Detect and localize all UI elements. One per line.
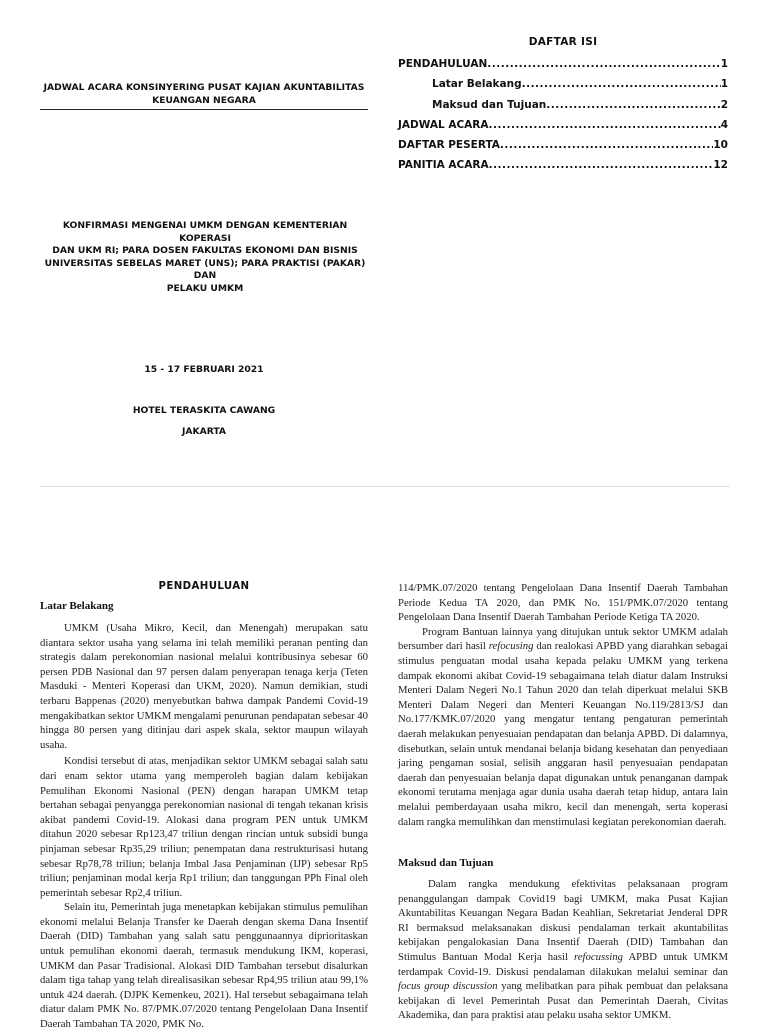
paragraph: Kondisi tersebut di atas, menjadikan sektor UMKM sebagai salah satu dari enam sektor utama yang memperoleh bagian dalam kebijakan Pemulihan Ekonomi Nasional (PEN) dengan harapan UMKM tetap bertahan sebagai penyangga perekonomian nasional di tengah tekanan krisis akibat pandemi Covid-19. Alokasi dana program PEN untuk UMKM ditahun 2020 sebesar Rp123,47 triliun dengan rincian untuk subsidi bunga pinjaman sebesar Rp35,29 triliun; penempatan dana restrukturisasi hutang sebesar Rp78,78 triliun; belanja Imbal Jasa Penjaminan (IJP) sebesar Rp5 triliun; penjaminan modal kerja Rp1 triliun; dan tanggungan PPh Final oleh pemerintah sebesar Rp2,4 triliun. — [40, 755, 368, 899]
toc-entry-pendahuluan[interactable] — [398, 58, 728, 78]
toc-entry-label: Latar Belakang — [432, 78, 522, 91]
paragraph: 114/PMK.07/2020 tentang Pengelolaan Dana Insentif Daerah Tambahan Periode Kedua TA 2020, dan PMK No. 151/PMK.07/2020 tentang Pengelolaan Dana Insentif Daerah Tambahan Periode Ketiga TA 2020. — [398, 582, 728, 624]
subheading-maksud-dan-tujuan: Maksud dan Tujuan — [398, 857, 494, 869]
toc-entry-maksud-dan-tujuan[interactable] — [398, 99, 728, 119]
right-column-bottom — [398, 877, 728, 1023]
toc-entry-label: DAFTAR PESERTA — [398, 139, 500, 152]
cover-title — [40, 81, 368, 107]
toc-entry-panitia-acara[interactable] — [398, 159, 728, 179]
cover-title-line: KEUANGAN NEGARA — [152, 95, 256, 106]
toc-leader-dots — [489, 119, 721, 131]
toc-entry-page: 10 — [713, 139, 728, 152]
toc-entry-page: 4 — [720, 118, 728, 131]
toc-entry-page: 2 — [720, 98, 728, 111]
toc-entry-label: Maksud dan Tujuan — [432, 98, 547, 111]
text-run: APBD untuk UMKM terdampak Covid-19. Diskusi pendalaman dilakukan melalui seminar dan — [398, 950, 728, 978]
event-venue: HOTEL TERASKITA CAWANG — [132, 405, 276, 416]
text-run-italic: refocusing — [488, 640, 534, 653]
subheading-latar-belakang: Latar Belakang — [40, 600, 114, 612]
text-run: yang melibatkan para pihak pembuat dan pelaksana kebijakan di level Pemerintah Pusat dan Pemerintah Daerah, Civitas Akademika, dan para praktisi atau pelaku usaha sektor UMKM. — [398, 980, 729, 1022]
cover-title-line: JADWAL ACARA KONSINYERING PUSAT KAJIAN AKUNTABILITAS — [43, 82, 365, 93]
text-run-italic: refocussing — [574, 950, 623, 963]
text-run: Program Bantuan lainnya yang ditujukan untuk sektor UMKM adalah bersumber dari hasil — [398, 625, 728, 653]
toc-entry-page: 12 — [713, 159, 728, 172]
paragraph — [398, 877, 728, 1023]
event-date: 15 - 17 FEBRUARI 2021 — [144, 364, 264, 375]
right-column-top — [398, 581, 728, 829]
cover-subject-line: PELAKU UMKM — [166, 282, 244, 294]
toc-entry-page: 1 — [720, 58, 728, 70]
text-run: Dalam rangka mendukung efektivitas pelaksanaan program penanggulangan dampak Covid19 bagi UMKM, maka Pusat Kajian Akuntabilitas Keuangan Negara Badan Keahlian, Sekretariat Jenderal DPR RI bermaksud melaksanakan diskusi pendalaman terkait akuntabilitas kebijakan pengalokasian Dana Insentif Daerah (DID) Tambahan dan Stimulus Bantuan Modal Kerja hasil — [398, 878, 728, 963]
toc-leader-dots — [500, 139, 713, 151]
section-title: PENDAHULUAN — [158, 581, 250, 592]
toc-entry-label: PENDAHULUAN — [398, 58, 488, 70]
toc-leader-dots — [487, 58, 720, 70]
toc-entry-label: PANITIA ACARA — [398, 159, 489, 172]
toc-entry-latar-belakang[interactable] — [398, 78, 728, 98]
table-of-contents — [398, 36, 728, 180]
cover-subject-line: DAN UKM RI; PARA DOSEN FAKULTAS EKONOMI DAN BISNIS — [52, 245, 358, 257]
cover-subject-line: UNIVERSITAS SEBELAS MARET (UNS); PARA PRAKTISI (PAKAR) DAN — [44, 257, 366, 282]
toc-leader-dots — [546, 99, 720, 111]
text-run-italic: focus group discussion — [398, 980, 498, 993]
toc-entry-jadwal-acara[interactable] — [398, 119, 728, 139]
left-column — [40, 621, 368, 1032]
cover-title-rule — [40, 109, 368, 110]
toc-leader-dots — [522, 78, 721, 90]
paragraph: Selain itu, Pemerintah juga menetapkan kebijakan stimulus pemulihan ekonomi melalui Belanja Transfer ke Daerah dengan skema Dana Insentif Daerah (DID) Tambahan yang salah satu penggunaannya diprioritaskan untuk pemulihan ekonomi daerah, termasuk mendukung IKM, koperasi, UMKM dan Pasar Tradisional. Alokasi DID Tambahan tersebut disalurkan dalam tiga tahap yang telah direalisasikan sebesar Rp4,95 triliun atau 99,1% untuk 424 daerah. (DJPK Kemenkeu, 2021). Hal tersebut sebagaimana telah diatur dalam PMK No. 87/PMK.07/2020 tentang Pengelolaan Dana Insentif Daerah Tambahan TA 2020, PMK No. — [40, 901, 368, 1031]
toc-entry-daftar-peserta[interactable] — [398, 139, 728, 159]
paragraph — [398, 625, 728, 829]
event-city: JAKARTA — [181, 426, 227, 437]
page-divider — [40, 486, 730, 487]
toc-leader-dots — [489, 159, 714, 171]
text-run: dan realokasi APBD yang diarahkan sebagai stimulus penguatan modal usaha kepada pelaku UMKM yang terkena dampak ekonomi akibat Covid-19 sebagaimana telah diatur dalam Instruksi Menteri Dalam Negeri No.1 Tahun 2020 dan telah diperkuat melalui SKB Menteri Dalam Negeri dan Menteri Keuangan No.119/2813/SJ dan No.177/KMK.07/2020 yang mengatur tentang pengaturan pemerintah daerah melakukan penyesuaian pendapatan dan belanja APBD. Di dalamnya, disebutkan, selain untuk mendanai belanja bidang kesehatan dan penyediaan jaring pengaman sosial, selisih anggaran hasil penyesuaian pendapatan daerah dan penyesuaian belanja dapat digunakan untuk penanganan dampak ekonomi terutama menjaga agar dunia usaha daerah tetap hidup, antara lain melalui pemberdayaan usaha mikro, kecil dan menengah, serta koperasi dalam rangka memulihkan dan menstimulasi kegiatan perekonomian daerah. — [398, 640, 729, 828]
paragraph: UMKM (Usaha Mikro, Kecil, dan Menengah) merupakan satu diantara sektor usaha yang selama ini telah memiliki peranan penting dan strategis dalam perekonomian nasional melalui kontribusinya sebesar 60 persen PDB Nasional dan 97 persen dalam penyerapan tenaga kerja (Teten Masduki - Menteri Koperasi dan UKM, 2020). Namun demikian, studi terbaru Bappenas (2020) menyebutkan bahwa dampak Pandemi Covid-19 mengakibatkan sektor UMKM mengalami penurunan pendapatan sebesar 40 hingga 80 persen yang ditinjau dari aspek skala, sektor maupun wilayah usaha. — [40, 622, 368, 751]
toc-entry-label: JADWAL ACARA — [398, 118, 489, 131]
cover-subject-line: KONFIRMASI MENGENAI UMKM DENGAN KEMENTERIAN KOPERASI — [62, 220, 348, 244]
toc-entry-page: 1 — [720, 78, 728, 91]
cover-subject — [44, 220, 366, 296]
toc-title: DAFTAR ISI — [528, 36, 598, 48]
